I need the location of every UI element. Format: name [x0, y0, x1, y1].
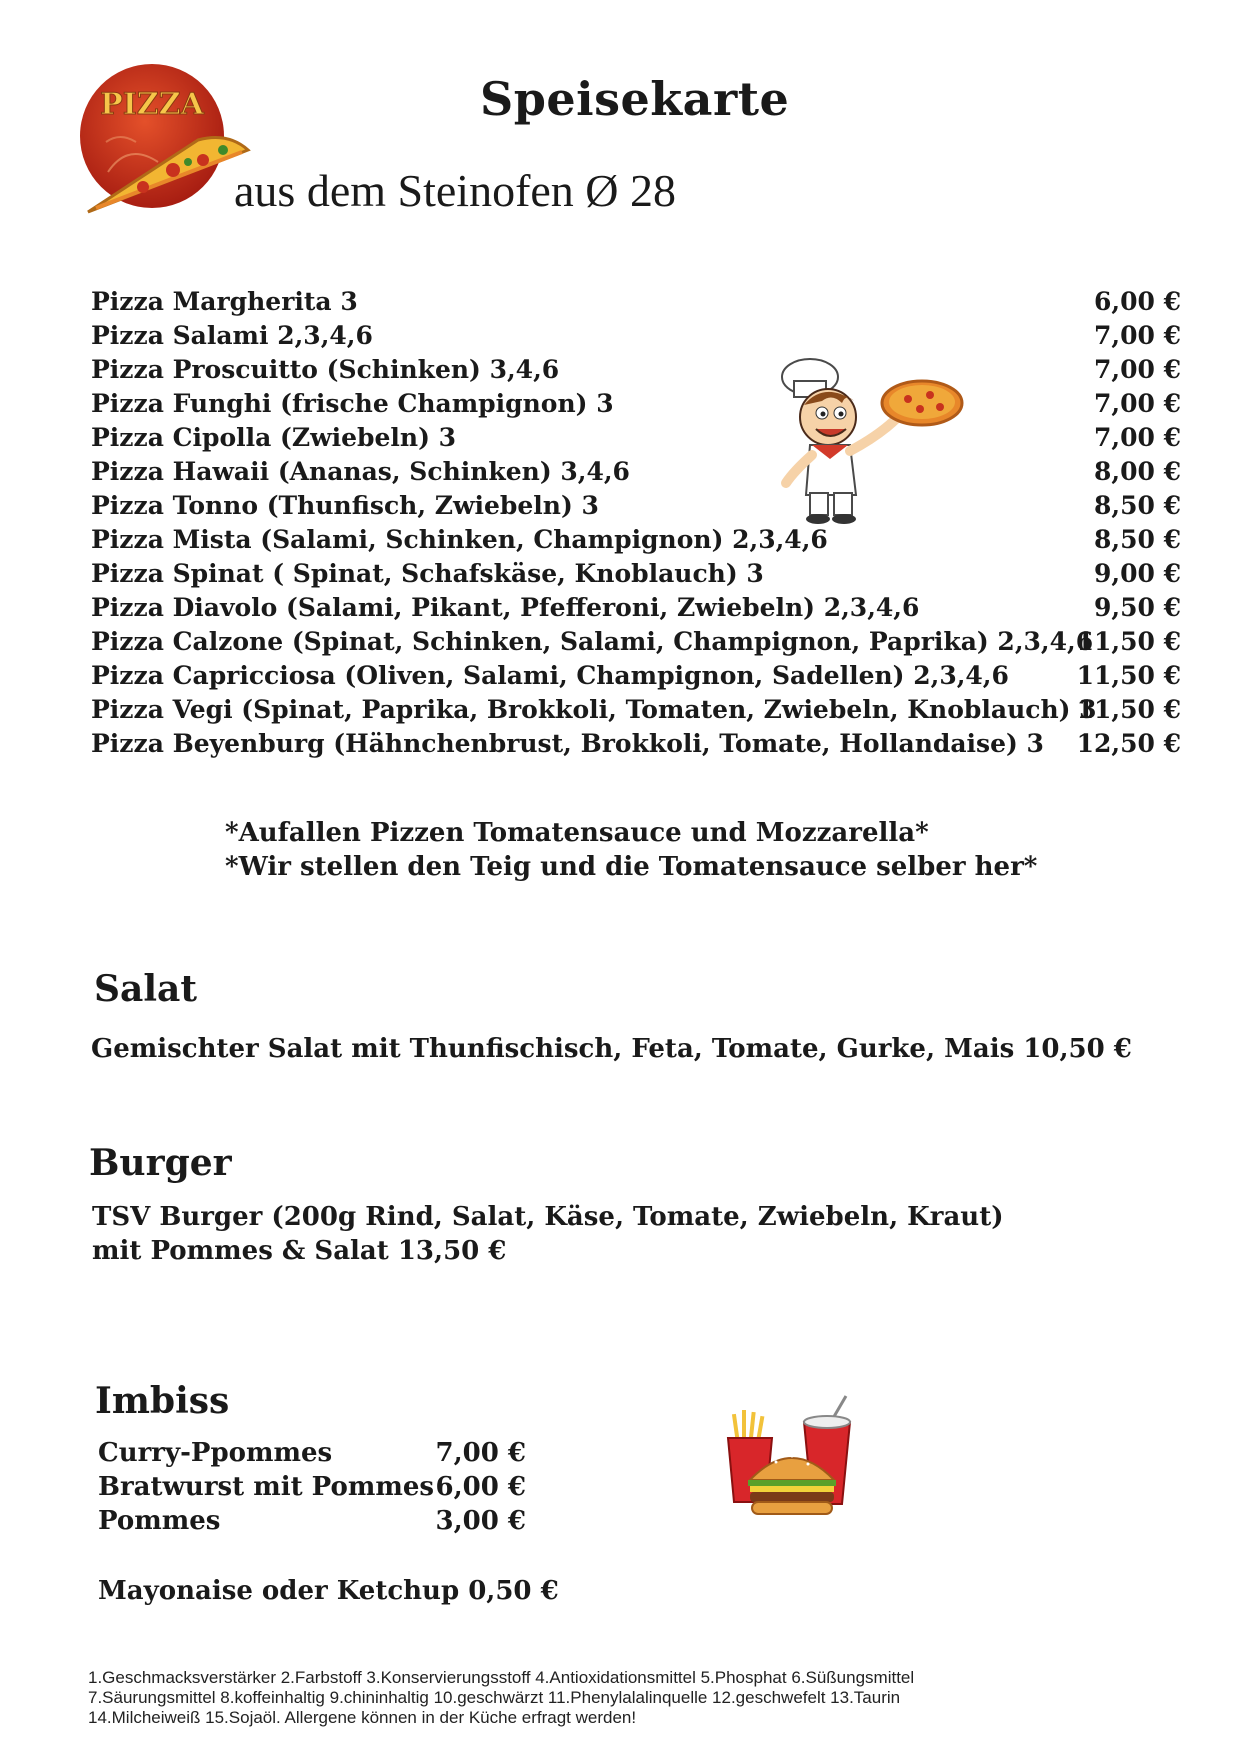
page-title: Speisekarte [480, 72, 790, 126]
pizza-name: Pizza Salami 2,3,4,6 [91, 321, 373, 350]
imbiss-item [98, 1506, 526, 1540]
imbiss-heading: Imbiss [95, 1380, 230, 1422]
pizza-menu-row [91, 729, 1181, 763]
pizza-price: 8,50 € [1094, 525, 1181, 554]
pizza-name: Pizza Spinat ( Spinat, Schafskäse, Knoblauch) 3 [91, 559, 764, 588]
pizza-price: 7,00 € [1094, 423, 1181, 452]
pizza-menu-row [91, 389, 1181, 423]
pizza-menu-row [91, 423, 1181, 457]
imbiss-item-name: Pommes [98, 1506, 221, 1536]
pizza-name: Pizza Margherita 3 [91, 287, 358, 316]
pizza-price: 7,00 € [1094, 355, 1181, 384]
pizza-price: 9,50 € [1094, 593, 1181, 622]
pizza-chef-icon [760, 355, 970, 535]
pizza-price: 11,50 € [1076, 695, 1181, 724]
pizza-name: Pizza Hawaii (Ananas, Schinken) 3,4,6 [91, 457, 630, 486]
allergen-line-1: 1.Geschmacksverstärker 2.Farbstoff 3.Konservierungsstoff 4.Antioxidationsmittel 5.Phosphat 6.Süßungsmittel [88, 1668, 915, 1687]
imbiss-item [98, 1438, 526, 1472]
pizza-price: 7,00 € [1094, 321, 1181, 350]
imbiss-item-name: Curry-Ppommes [98, 1438, 333, 1468]
pizza-name: Pizza Calzone (Spinat, Schinken, Salami, Champignon, Paprika) 2,3,4,6 [91, 627, 1094, 656]
pizza-menu-row [91, 491, 1181, 525]
burger-heading: Burger [89, 1142, 232, 1184]
note-line-2: *Wir stellen den Teig und die Tomatensauce selber her* [225, 852, 1038, 882]
pizza-menu-row [91, 661, 1181, 695]
page-subtitle: aus dem Steinofen Ø 28 [234, 165, 677, 216]
imbiss-extra: Mayonaise oder Ketchup 0,50 € [98, 1576, 559, 1606]
pizza-name: Pizza Proscuitto (Schinken) 3,4,6 [91, 355, 560, 384]
pizza-price: 8,50 € [1094, 491, 1181, 520]
imbiss-item [98, 1472, 526, 1506]
pizza-name: Pizza Capricciosa (Oliven, Salami, Champignon, Sadellen) 2,3,4,6 [91, 661, 1009, 690]
allergen-footer [88, 1668, 914, 1728]
salat-item: Gemischter Salat mit Thunfischisch, Feta, Tomate, Gurke, Mais 10,50 € [91, 1034, 1132, 1064]
note-line-1: *Aufallen Pizzen Tomatensauce und Mozzarella* [225, 818, 929, 848]
burger-line-2: mit Pommes & Salat 13,50 € [92, 1236, 507, 1266]
pizza-menu-row [91, 355, 1181, 389]
pizza-price: 6,00 € [1094, 287, 1181, 316]
imbiss-item-price: 7,00 € [435, 1438, 526, 1468]
pizza-price: 12,50 € [1076, 729, 1181, 758]
pizza-name: Pizza Funghi (frische Champignon) 3 [91, 389, 614, 418]
pizza-menu-row [91, 321, 1181, 355]
pizza-name: Pizza Mista (Salami, Schinken, Champignon) 2,3,4,6 [91, 525, 828, 554]
pizza-name: Pizza Diavolo (Salami, Pikant, Pfefferoni, Zwiebeln) 2,3,4,6 [91, 593, 920, 622]
pizza-menu-row [91, 695, 1181, 729]
imbiss-item-price: 3,00 € [435, 1506, 526, 1536]
imbiss-item-price: 6,00 € [435, 1472, 526, 1502]
pizza-price: 7,00 € [1094, 389, 1181, 418]
pizza-price: 11,50 € [1076, 661, 1181, 690]
pizza-price: 9,00 € [1094, 559, 1181, 588]
pizza-logo-icon [78, 62, 254, 222]
pizza-menu-row [91, 457, 1181, 491]
imbiss-item-name: Bratwurst mit Pommes [98, 1472, 435, 1502]
allergen-line-3: 14.Milcheiweiß 15.Sojaöl. Allergene können in der Küche erfragt werden! [88, 1708, 637, 1727]
pizza-name: Pizza Tonno (Thunfisch, Zwiebeln) 3 [91, 491, 599, 520]
pizza-menu-row [91, 287, 1181, 321]
fast-food-icon [722, 1392, 862, 1532]
allergen-line-2: 7.Säurungsmittel 8.koffeinhaltig 9.chininhaltig 10.geschwärzt 11.Phenylalalinquelle 12.geschwefelt 13.Taurin [88, 1688, 901, 1707]
pizza-logo-text: PIZZA [100, 87, 204, 122]
burger-line-1: TSV Burger (200g Rind, Salat, Käse, Tomate, Zwiebeln, Kraut) [92, 1202, 1004, 1232]
pizza-name: Pizza Beyenburg (Hähnchenbrust, Brokkoli, Tomate, Hollandaise) 3 [91, 729, 1044, 758]
pizza-menu-row [91, 559, 1181, 593]
pizza-menu-row [91, 627, 1181, 661]
pizza-menu-row [91, 593, 1181, 627]
pizza-price: 8,00 € [1094, 457, 1181, 486]
pizza-name: Pizza Vegi (Spinat, Paprika, Brokkoli, Tomaten, Zwiebeln, Knoblauch) 3 [91, 695, 1097, 724]
pizza-menu-row [91, 525, 1181, 559]
salat-heading: Salat [94, 968, 197, 1010]
pizza-name: Pizza Cipolla (Zwiebeln) 3 [91, 423, 457, 452]
pizza-price: 11,50 € [1076, 627, 1181, 656]
